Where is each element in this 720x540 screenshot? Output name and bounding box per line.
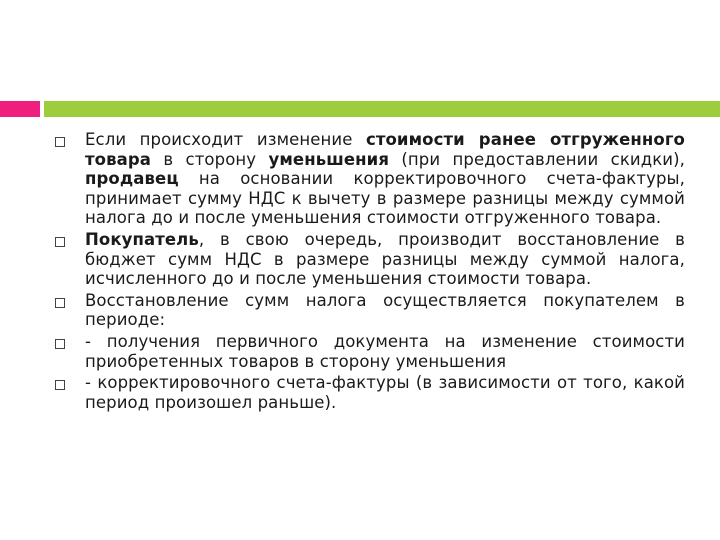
bullet-text [85, 130, 685, 228]
text-run: Восстановление сумм налога осуществляется покупателем в периоде: [85, 290, 685, 330]
text-run: , в свою очередь, производит восстановление в бюджет сумм НДС в размере разницы между суммой налога, исчисленного до и после уменьшения стоимости товара. [85, 229, 685, 289]
list-item [55, 373, 685, 412]
text-run: - корректировочного счета-фактуры (в зависимости от того, какой период произошел раньше). [85, 373, 685, 412]
bullet-text [85, 230, 685, 289]
square-bullet-icon [55, 237, 65, 247]
square-bullet-icon [55, 298, 65, 308]
bullet-text [85, 373, 685, 412]
text-run: на основании корректировочного счета-фактуры, принимает сумму НДС к вычету в размере разницы между суммой налога до и после уменьшения стоимости отгруженного товара. [85, 169, 685, 228]
text-run: Если происходит изменение [85, 130, 366, 149]
list-item [55, 230, 685, 289]
bullet-text [85, 332, 685, 371]
accent-bar-green [44, 101, 720, 117]
square-bullet-icon [55, 380, 65, 390]
text-run-bold: продавец [85, 169, 179, 189]
text-run-bold: стоимости ранее отгруженного товара [85, 130, 685, 169]
text-run-bold: Покупатель [85, 229, 199, 249]
list-item [55, 332, 685, 371]
text-run: в сторону [151, 149, 269, 169]
bullet-text [85, 291, 685, 330]
list-item [55, 291, 685, 330]
accent-bar-pink [0, 101, 40, 117]
text-run: - получения первичного документа на изменение стоимости приобретенных товаров в сторону уменьшения [85, 331, 685, 371]
text-run-bold: уменьшения [268, 149, 390, 169]
bullet-list [55, 130, 685, 412]
list-item [55, 130, 685, 228]
square-bullet-icon [55, 339, 65, 349]
text-run: (при предоставлении скидки), [389, 149, 685, 169]
square-bullet-icon [55, 137, 65, 147]
